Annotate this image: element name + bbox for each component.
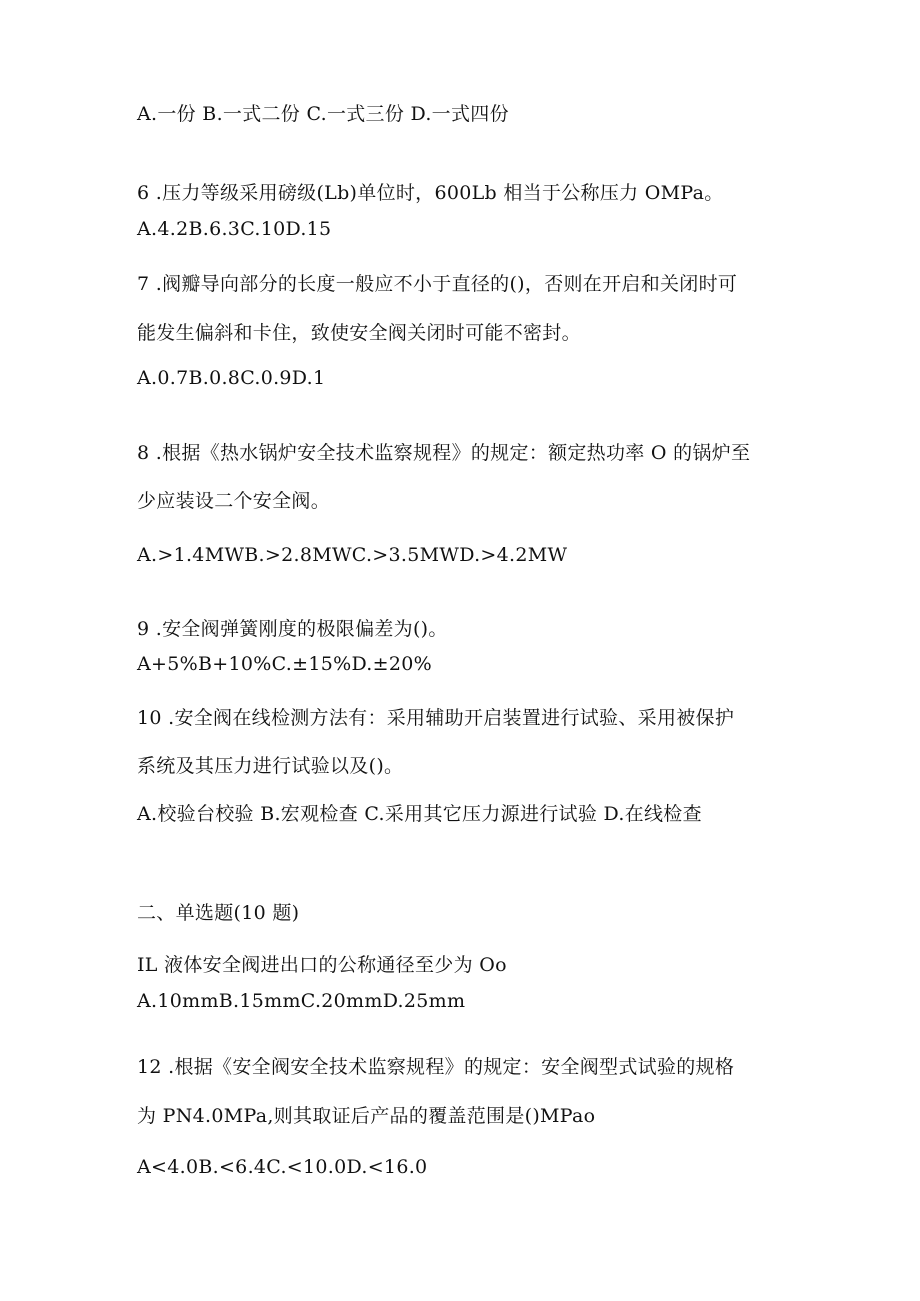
- q11-stem: IL 液体安全阀进出口的公称通径至少为 Oo: [137, 954, 507, 976]
- q7-stem-line1: 7 .阀瓣导向部分的长度一般应不小于直径的()，否则在开启和关闭时可: [137, 273, 738, 295]
- q10-options: A.校验台校验 B.宏观检查 C.采用其它压力源进行试验 D.在线检查: [137, 803, 702, 825]
- q11-options: A.10mmB.15mmC.20mmD.25mm: [137, 990, 466, 1012]
- q12-stem-line2: 为 PN4.0MPa,则其取证后产品的覆盖范围是()MPao: [137, 1105, 596, 1127]
- q8-stem-line1: 8 .根据《热水锅炉安全技术监察规程》的规定：额定热功率 O 的锅炉至: [137, 442, 751, 464]
- q7-options: A.0.7B.0.8C.0.9D.1: [137, 367, 326, 389]
- q12-stem-line1: 12 .根据《安全阀安全技术监察规程》的规定：安全阀型式试验的规格: [137, 1056, 735, 1078]
- q8-stem-line2: 少应装设二个安全阀。: [137, 490, 331, 512]
- q5-options: A.一份 B.一式二份 C.一式三份 D.一式四份: [137, 103, 509, 125]
- q9-stem: 9 .安全阀弹簧刚度的极限偏差为()。: [137, 618, 448, 640]
- q10-stem-line2: 系统及其压力进行试验以及()。: [137, 755, 404, 777]
- section-heading: 二、单选题(10 题): [137, 902, 300, 924]
- q8-options: A.>1.4MWB.>2.8MWC.>3.5MWD.>4.2MW: [137, 544, 568, 566]
- q6-options: A.4.2B.6.3C.10D.15: [137, 218, 332, 240]
- q12-options: A<4.0B.<6.4C.<10.0D.<16.0: [137, 1156, 428, 1178]
- q7-stem-line2: 能发生偏斜和卡住，致使安全阀关闭时可能不密封。: [137, 322, 581, 344]
- q9-options: A+5%B+10%C.±15%D.±20%: [137, 653, 432, 675]
- q6-stem: 6 .压力等级采用磅级(Lb)单位时，600Lb 相当于公称压力 OMPa。: [137, 182, 724, 204]
- q10-stem-line1: 10 .安全阀在线检测方法有：采用辅助开启装置进行试验、采用被保护: [137, 707, 735, 729]
